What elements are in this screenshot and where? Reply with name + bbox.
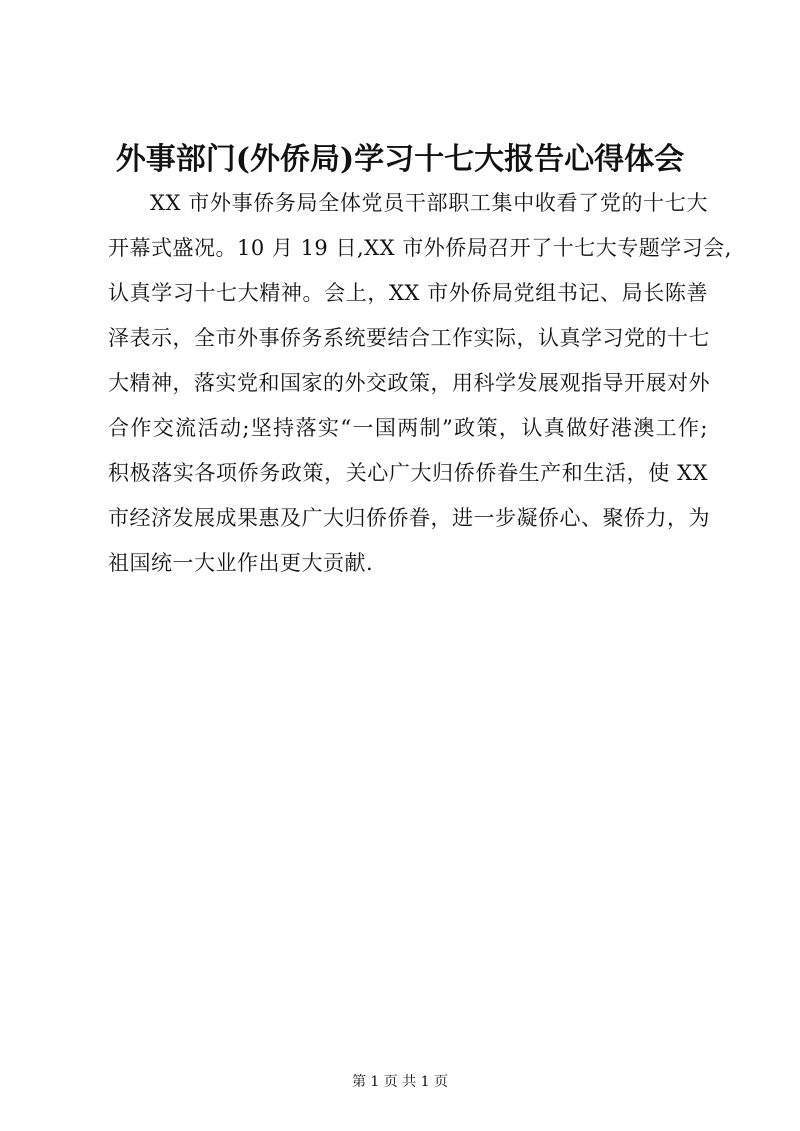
page-footer: 第 1 页 共 1 页	[351, 1074, 449, 1090]
document-title: 外事部门(外侨局)学习十七大报告心得体会	[115, 142, 685, 177]
body-line: 积极落实各项侨务政策，关心广大归侨侨眷生产和生活，使 XX	[108, 461, 708, 485]
document-body	[108, 181, 732, 586]
body-line: 合作交流活动;坚持落实“一国两制”政策，认真做好港澳工作;	[108, 416, 708, 440]
body-line: XX 市外事侨务局全体党员干部职工集中收看了党的十七大	[150, 191, 708, 215]
body-line: 认真学习十七大精神。会上，XX 市外侨局党组书记、局长陈善	[108, 281, 708, 305]
body-line: 大精神，落实党和国家的外交政策，用科学发展观指导开展对外	[108, 371, 710, 395]
body-line: 开幕式盛况。10 月 19 日,XX 市外侨局召开了十七大专题学习会,	[108, 236, 732, 260]
body-line: 泽表示，全市外事侨务系统要结合工作实际，认真学习党的十七	[108, 326, 710, 350]
body-line: 市经济发展成果惠及广大归侨侨眷，进一步凝侨心、聚侨力，为	[108, 506, 710, 530]
body-line: 祖国统一大业作出更大贡献.	[108, 551, 374, 575]
